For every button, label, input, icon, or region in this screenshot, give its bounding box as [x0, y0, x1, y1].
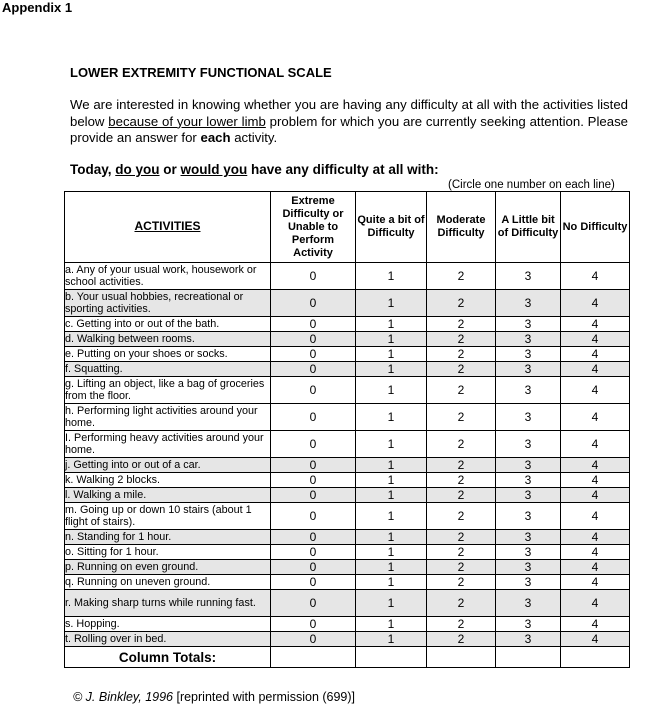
activity-label: d. Walking between rooms.	[65, 332, 271, 347]
score-option[interactable]: 3	[496, 431, 561, 458]
score-option[interactable]: 1	[356, 332, 427, 347]
score-option[interactable]: 1	[356, 362, 427, 377]
score-option[interactable]: 0	[271, 377, 356, 404]
score-option[interactable]: 0	[271, 332, 356, 347]
score-option[interactable]: 4	[561, 632, 630, 647]
scale-title: LOWER EXTREMITY FUNCTIONAL SCALE	[70, 65, 332, 80]
score-option[interactable]: 2	[427, 458, 496, 473]
score-option[interactable]: 1	[356, 575, 427, 590]
score-option[interactable]: 1	[356, 590, 427, 617]
score-option[interactable]: 3	[496, 545, 561, 560]
score-option[interactable]: 3	[496, 632, 561, 647]
score-option[interactable]: 3	[496, 362, 561, 377]
table-row	[65, 488, 630, 503]
activity-label: f. Squatting.	[65, 362, 271, 377]
score-option[interactable]: 0	[271, 347, 356, 362]
score-option[interactable]: 1	[356, 458, 427, 473]
score-option[interactable]: 4	[561, 503, 630, 530]
score-option[interactable]: 2	[427, 488, 496, 503]
score-option[interactable]: 0	[271, 530, 356, 545]
score-option[interactable]: 3	[496, 458, 561, 473]
intro-text-1: We are interested in knowing whether you are having any difficulty at all with the activities listed below	[70, 97, 628, 129]
score-option[interactable]: 0	[271, 290, 356, 317]
functional-scale-table	[64, 191, 630, 668]
score-option[interactable]: 4	[561, 545, 630, 560]
table-row	[65, 617, 630, 632]
total-cell[interactable]	[427, 647, 496, 668]
total-cell[interactable]	[356, 647, 427, 668]
header-quite-a-bit: Quite a bit of Difficulty	[356, 192, 427, 263]
activity-label: q. Running on uneven ground.	[65, 575, 271, 590]
score-option[interactable]: 0	[271, 632, 356, 647]
activity-label: n. Standing for 1 hour.	[65, 530, 271, 545]
header-no-difficulty: No Difficulty	[561, 192, 630, 263]
score-option[interactable]: 2	[427, 575, 496, 590]
total-cell[interactable]	[496, 647, 561, 668]
table-row	[65, 290, 630, 317]
score-option[interactable]: 1	[356, 545, 427, 560]
score-option[interactable]: 3	[496, 560, 561, 575]
activities-header	[65, 192, 271, 263]
score-option[interactable]: 4	[561, 590, 630, 617]
score-option[interactable]: 1	[356, 290, 427, 317]
intro-paragraph	[70, 97, 628, 147]
activity-label: m. Going up or down 10 stairs (about 1 flight of stairs).	[65, 503, 271, 530]
question-text-2: or	[159, 162, 181, 177]
score-option[interactable]: 4	[561, 290, 630, 317]
table-row	[65, 503, 630, 530]
score-option[interactable]: 4	[561, 347, 630, 362]
activity-label: r. Making sharp turns while running fast.	[65, 590, 271, 617]
score-option[interactable]: 3	[496, 617, 561, 632]
activity-label: l. Walking a mile.	[65, 488, 271, 503]
score-option[interactable]: 2	[427, 317, 496, 332]
score-option[interactable]: 0	[271, 575, 356, 590]
activity-label: k. Walking 2 blocks.	[65, 473, 271, 488]
activity-label: a. Any of your usual work, housework or school activities.	[65, 263, 271, 290]
score-option[interactable]: 1	[356, 404, 427, 431]
question-underline-2: would you	[180, 162, 248, 177]
intro-underlined: because of your lower limb	[108, 113, 266, 129]
intro-text-3: activity.	[230, 130, 278, 145]
table-row	[65, 560, 630, 575]
score-option[interactable]: 3	[496, 488, 561, 503]
score-option[interactable]: 0	[271, 263, 356, 290]
total-cell[interactable]	[561, 647, 630, 668]
score-option[interactable]: 0	[271, 431, 356, 458]
question-text-3: have any difficulty at all with:	[247, 162, 439, 177]
copyright-author: © J. Binkley, 1996	[73, 690, 173, 704]
score-option[interactable]: 1	[356, 560, 427, 575]
score-option[interactable]: 2	[427, 362, 496, 377]
score-option[interactable]: 1	[356, 530, 427, 545]
activity-label: h. Performing light activities around your home.	[65, 404, 271, 431]
table-row	[65, 317, 630, 332]
table-row	[65, 431, 630, 458]
activity-label: g. Lifting an object, like a bag of groceries from the floor.	[65, 377, 271, 404]
score-option[interactable]: 0	[271, 458, 356, 473]
header-extreme-difficulty: Extreme Difficulty or Unable to Perform Activity	[271, 192, 356, 263]
score-option[interactable]: 2	[427, 530, 496, 545]
score-option[interactable]: 2	[427, 404, 496, 431]
score-option[interactable]: 3	[496, 290, 561, 317]
activity-label: b. Your usual hobbies, recreational or sporting activities.	[65, 290, 271, 317]
activities-header-text: ACTIVITIES	[134, 219, 201, 233]
score-option[interactable]: 3	[496, 575, 561, 590]
score-option[interactable]: 2	[427, 590, 496, 617]
score-option[interactable]: 3	[496, 590, 561, 617]
activity-label: o. Sitting for 1 hour.	[65, 545, 271, 560]
score-option[interactable]: 4	[561, 263, 630, 290]
activity-rows	[65, 263, 630, 647]
score-option[interactable]: 3	[496, 317, 561, 332]
score-option[interactable]: 4	[561, 488, 630, 503]
column-totals-label: Column Totals:	[65, 647, 271, 668]
table-row	[65, 263, 630, 290]
score-option[interactable]: 1	[356, 632, 427, 647]
table-row	[65, 362, 630, 377]
score-option[interactable]: 4	[561, 530, 630, 545]
table-row	[65, 347, 630, 362]
table-row	[65, 473, 630, 488]
score-option[interactable]: 4	[561, 617, 630, 632]
score-option[interactable]: 1	[356, 503, 427, 530]
score-option[interactable]: 0	[271, 503, 356, 530]
score-option[interactable]: 0	[271, 488, 356, 503]
score-option[interactable]: 4	[561, 575, 630, 590]
score-option[interactable]: 3	[496, 332, 561, 347]
table-row	[65, 530, 630, 545]
table-row	[65, 575, 630, 590]
score-option[interactable]: 1	[356, 431, 427, 458]
score-option[interactable]: 0	[271, 560, 356, 575]
score-option[interactable]: 0	[271, 362, 356, 377]
score-option[interactable]: 2	[427, 560, 496, 575]
score-option[interactable]: 1	[356, 263, 427, 290]
score-option[interactable]: 2	[427, 632, 496, 647]
score-option[interactable]: 4	[561, 431, 630, 458]
score-option[interactable]: 3	[496, 347, 561, 362]
score-option[interactable]: 0	[271, 473, 356, 488]
score-option[interactable]: 3	[496, 530, 561, 545]
activity-label: s. Hopping.	[65, 617, 271, 632]
score-option[interactable]: 1	[356, 617, 427, 632]
score-option[interactable]: 0	[271, 590, 356, 617]
score-option[interactable]: 4	[561, 473, 630, 488]
header-moderate: Moderate Difficulty	[427, 192, 496, 263]
intro-bold: each	[200, 130, 231, 145]
score-option[interactable]: 4	[561, 317, 630, 332]
table-row	[65, 545, 630, 560]
question-underline-1: do you	[115, 162, 160, 177]
score-option[interactable]: 3	[496, 473, 561, 488]
score-option[interactable]: 4	[561, 377, 630, 404]
total-cell[interactable]	[271, 647, 356, 668]
score-option[interactable]: 0	[271, 404, 356, 431]
table-row	[65, 377, 630, 404]
score-option[interactable]: 4	[561, 362, 630, 377]
table-row	[65, 632, 630, 647]
score-option[interactable]: 3	[496, 503, 561, 530]
activity-label: c. Getting into or out of the bath.	[65, 317, 271, 332]
score-option[interactable]: 2	[427, 473, 496, 488]
activity-label: p. Running on even ground.	[65, 560, 271, 575]
activity-label: e. Putting on your shoes or socks.	[65, 347, 271, 362]
score-option[interactable]: 2	[427, 290, 496, 317]
table-row	[65, 404, 630, 431]
score-option[interactable]: 3	[496, 263, 561, 290]
score-option[interactable]: 2	[427, 377, 496, 404]
score-option[interactable]: 4	[561, 404, 630, 431]
activity-label: t. Rolling over in bed.	[65, 632, 271, 647]
score-option[interactable]: 1	[356, 488, 427, 503]
score-option[interactable]: 1	[356, 377, 427, 404]
score-option[interactable]: 2	[427, 545, 496, 560]
table-row	[65, 332, 630, 347]
question-text-1: Today,	[70, 162, 116, 177]
table-row	[65, 458, 630, 473]
score-option[interactable]: 3	[496, 377, 561, 404]
question-heading	[70, 162, 439, 177]
activity-label: I. Performing heavy activities around your home.	[65, 431, 271, 458]
appendix-heading: Appendix 1	[2, 0, 73, 15]
score-option[interactable]: 4	[561, 332, 630, 347]
score-option[interactable]: 0	[271, 545, 356, 560]
header-a-little-bit: A Little bit of Difficulty	[496, 192, 561, 263]
score-option[interactable]: 1	[356, 473, 427, 488]
score-option[interactable]: 0	[271, 617, 356, 632]
score-option[interactable]: 1	[356, 347, 427, 362]
score-option[interactable]: 1	[356, 317, 427, 332]
score-option[interactable]: 2	[427, 431, 496, 458]
score-option[interactable]: 2	[427, 332, 496, 347]
activity-label: j. Getting into or out of a car.	[65, 458, 271, 473]
score-option[interactable]: 4	[561, 458, 630, 473]
score-option[interactable]: 2	[427, 617, 496, 632]
score-option[interactable]: 3	[496, 404, 561, 431]
score-option[interactable]: 4	[561, 560, 630, 575]
score-option[interactable]: 0	[271, 317, 356, 332]
copyright-line	[73, 690, 355, 704]
score-option[interactable]: 2	[427, 347, 496, 362]
copyright-note: [reprinted with permission (699)]	[173, 690, 356, 704]
circle-instruction: (Circle one number on each line)	[448, 179, 615, 191]
score-option[interactable]: 2	[427, 503, 496, 530]
table-row	[65, 590, 630, 617]
score-option[interactable]: 2	[427, 263, 496, 290]
intro-text-2: problem for which you are currently seeking attention. Please provide an answer for	[70, 113, 629, 145]
